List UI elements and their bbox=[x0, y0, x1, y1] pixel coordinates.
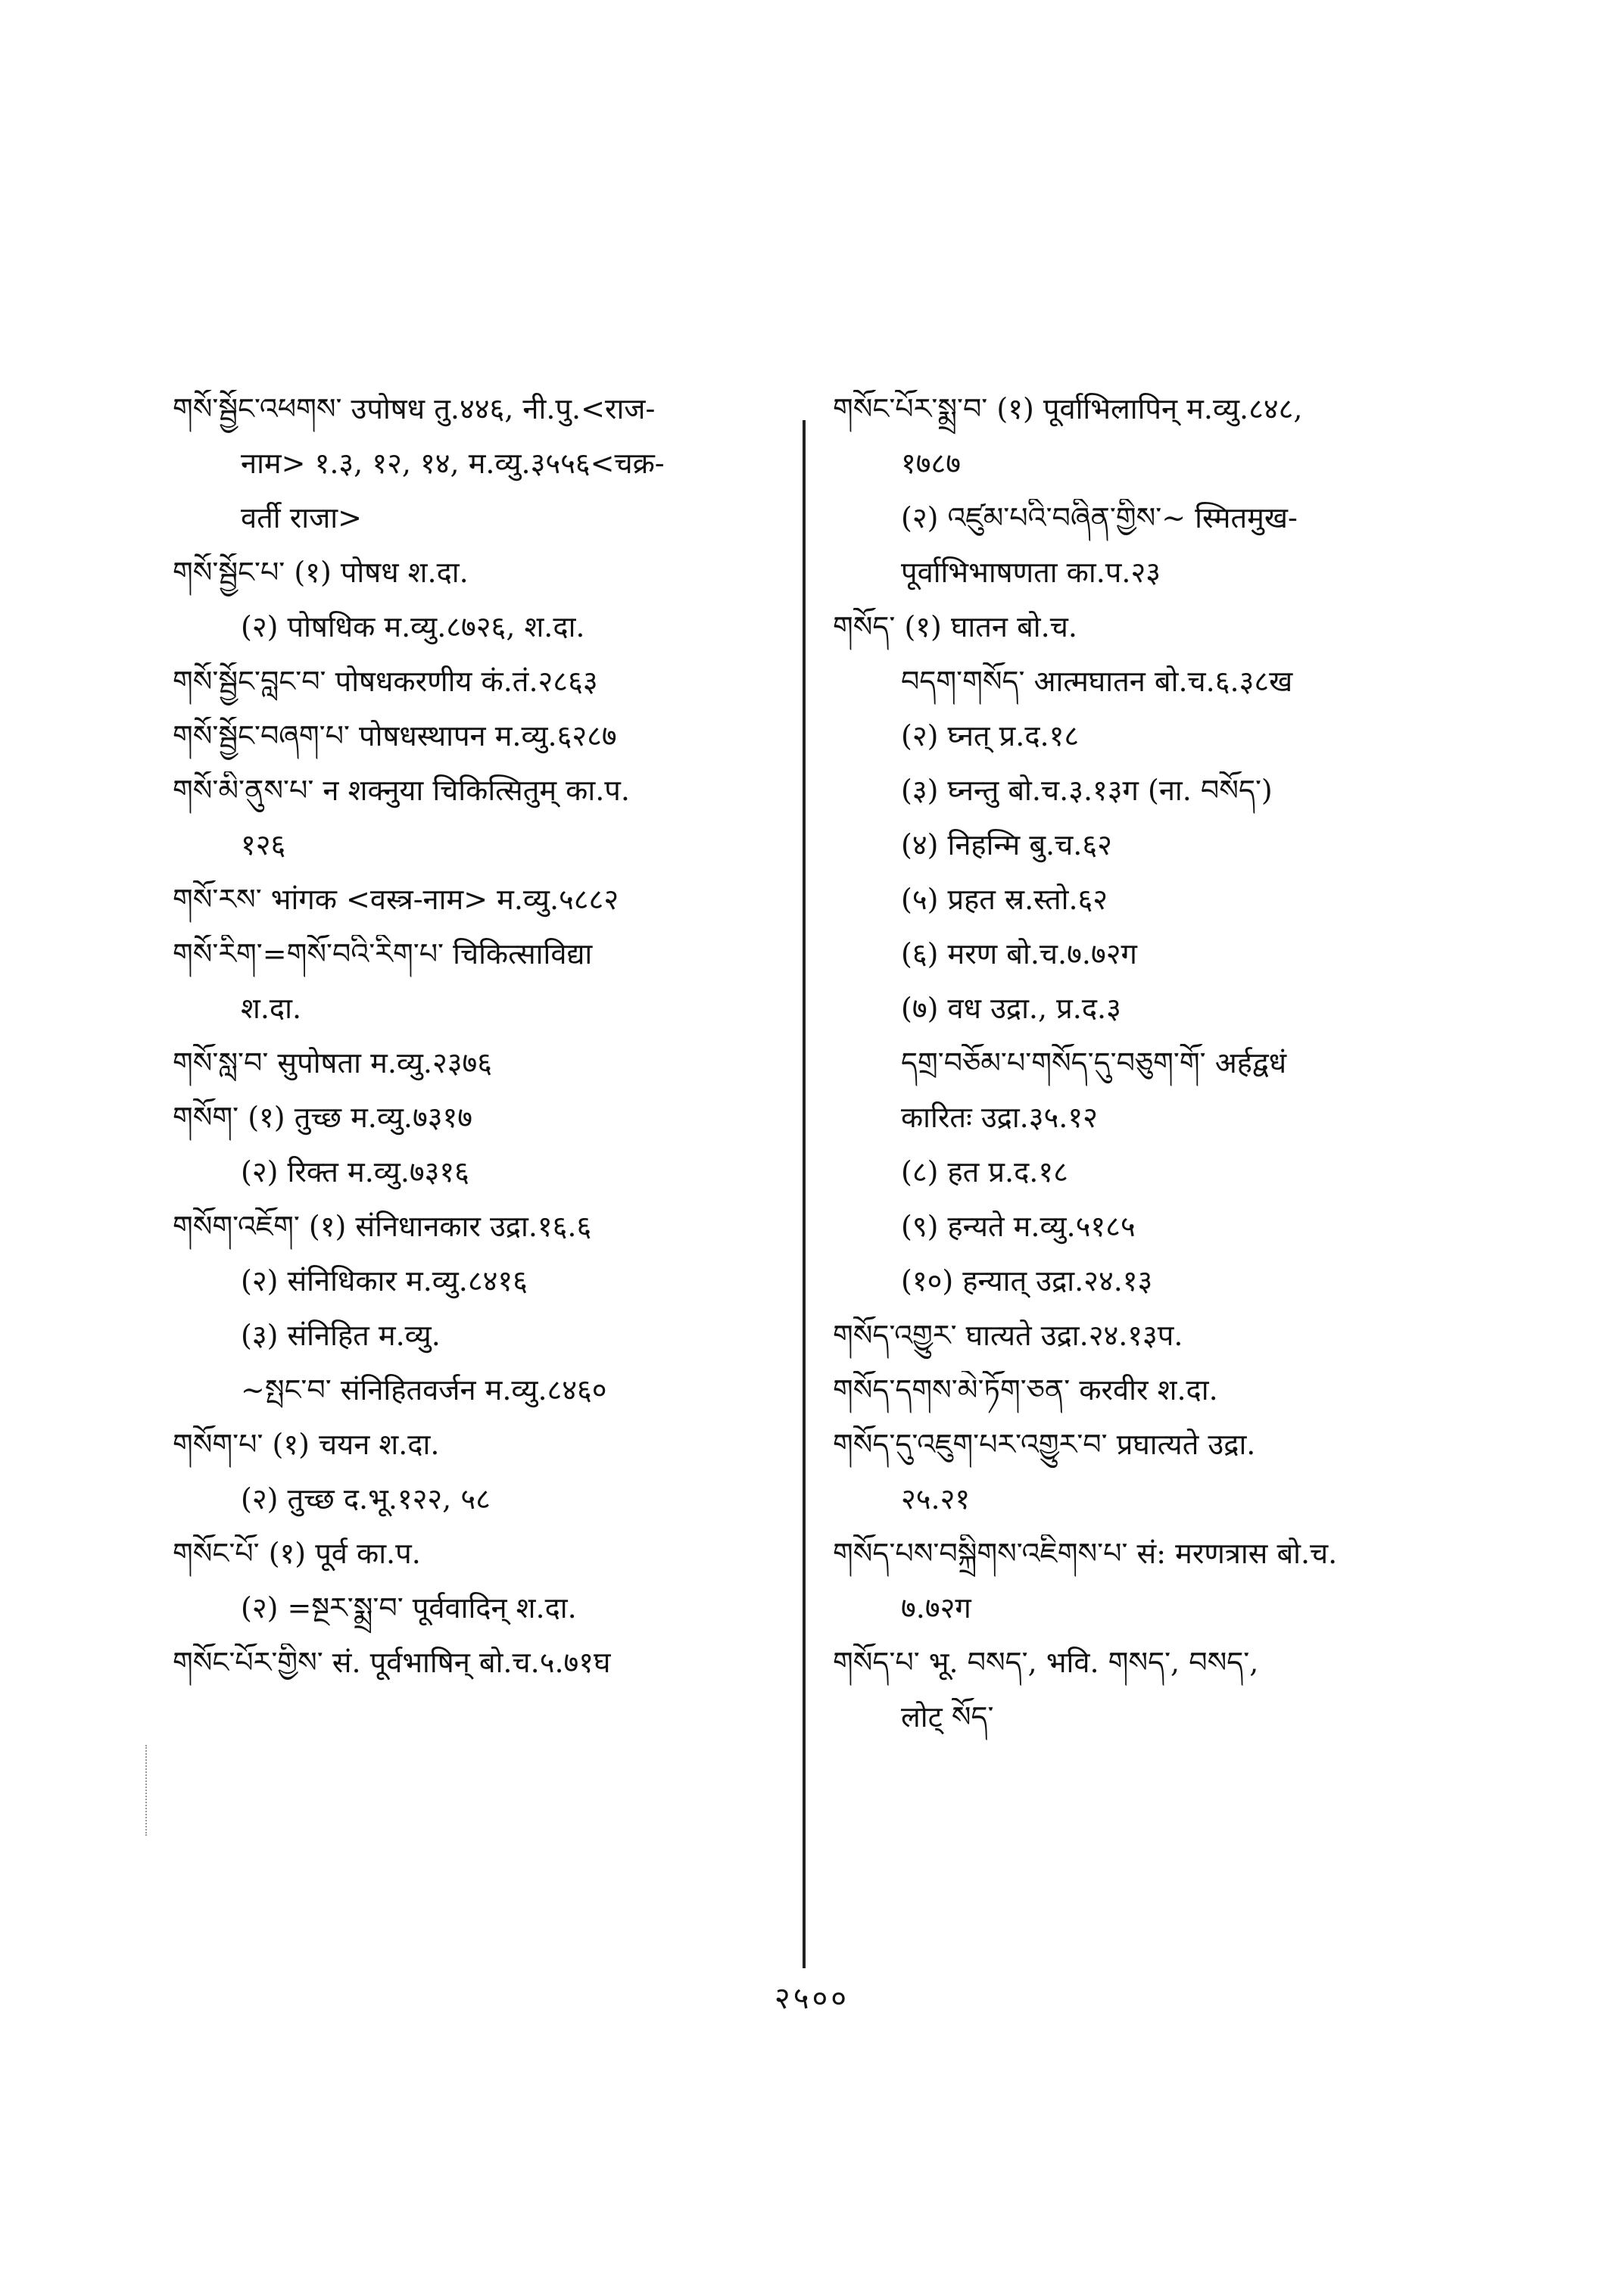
dictionary-subline: (३) घ्नन्तु बो.च.३.१३ग (ना. བསོད་) bbox=[901, 774, 1273, 807]
dictionary-entry: གསོ་སྦྱོང་བཞག་པ་ पोषधस्थापन म.व्यु.६२८७ bbox=[173, 719, 617, 752]
dictionary-entry: གསོ་སྦྱོང་པ་ (१) पोषध श.दा. bbox=[173, 556, 469, 589]
dictionary-subline: (९) हन्यते म.व्यु.५१८५ bbox=[901, 1210, 1136, 1243]
dictionary-subline: १७८७ bbox=[901, 447, 962, 480]
dictionary-entry: གསོང་པོར་གྱིས་ सं. पूर्वभाषिन् बो.च.५.७१घ bbox=[173, 1646, 611, 1679]
dictionary-subline: (२) तुच्छ द.भू.१२२, ५८ bbox=[241, 1482, 491, 1516]
dictionary-subline: (६) मरण बो.च.७.७२ग bbox=[901, 937, 1137, 970]
dictionary-entry: གསོག་ (१) तुच्छ म.व्यु.७३१७ bbox=[173, 1101, 473, 1134]
dictionary-subline: कारितः उद्रा.३५.१२ bbox=[901, 1101, 1098, 1134]
page-number: २५०० bbox=[774, 1981, 850, 2016]
dictionary-subline: वर्ती राजा> bbox=[241, 501, 362, 534]
dictionary-subline: (२) रिक्त म.व्यु.७३१६ bbox=[241, 1155, 469, 1189]
dictionary-subline: དགྲ་བཅོམ་པ་གསོད་དུ་བཅུག་གོ་ अर्हद्वधं bbox=[901, 1046, 1287, 1080]
dictionary-subline: १२६ bbox=[241, 828, 286, 861]
dictionary-subline: (१०) हन्यात् उद्रा.२४.१३ bbox=[901, 1264, 1153, 1298]
dictionary-subline: २५.२१ bbox=[901, 1482, 971, 1516]
dictionary-subline: (७) वध उद्रा., प्र.द.३ bbox=[901, 992, 1121, 1025]
dictionary-subline: (५) प्रहत स्र.स्तो.६२ bbox=[901, 883, 1108, 916]
dictionary-entry: གསོ་རས་ भांगक <वस्त्र-नाम> म.व्यु.५८८२ bbox=[173, 883, 619, 916]
dictionary-entry: གསོད་པ་ भू. བསད་, भवि. གསད་, བསད་, bbox=[833, 1646, 1259, 1679]
dictionary-entry: གསོང་པོ་ (१) पूर्व का.प. bbox=[173, 1537, 421, 1570]
dictionary-subline: पूर्वाभिभाषणता का.प.२३ bbox=[901, 556, 1161, 589]
dictionary-entry: གསོ་མི་ནུས་པ་ न शक्नुया चिकित्सितुम् का.प. bbox=[173, 774, 630, 807]
dictionary-subline: (२) संनिधिकार म.व्यु.८४१६ bbox=[241, 1264, 528, 1298]
dictionary-subline: (२) འཛུམ་པའི་བཞིན་གྱིས་~ स्मितमुख- bbox=[901, 501, 1298, 534]
dictionary-subline: लोट् སོད་ bbox=[901, 1700, 994, 1734]
dictionary-subline: (८) हत प्र.द.१८ bbox=[901, 1155, 1068, 1189]
dictionary-subline: (२) =སྔར་སྨྲ་བ་ पूर्ववादिन् श.दा. bbox=[241, 1591, 577, 1625]
dictionary-entry: གསོད་པས་བསྐྲིགས་འཇིགས་པ་ सं: मरणत्रास बो.च. bbox=[833, 1537, 1338, 1570]
dictionary-subline: ७.७२ग bbox=[901, 1591, 971, 1625]
left-column bbox=[173, 390, 787, 1698]
column-divider bbox=[803, 420, 806, 1968]
dictionary-entry: གསོད་དགས་མེ་ཏོག་ཅན་ करवीर श.दा. bbox=[833, 1373, 1218, 1407]
dictionary-subline: (२) घ्नत् प्र.द.१८ bbox=[901, 719, 1080, 752]
dictionary-subline: བདག་གསོད་ आत्मघातन बो.च.६.३८ख bbox=[901, 665, 1293, 698]
dictionary-entry: གསོང་པོར་སྨྲ་བ་ (१) पूर्वाभिलापिन् म.व्यु.८४८, bbox=[833, 392, 1303, 425]
dictionary-subline: (४) निहन्मि बु.च.६२ bbox=[901, 828, 1112, 861]
dictionary-entry: གསོག་པ་ (१) चयन श.दा. bbox=[173, 1428, 440, 1461]
dictionary-subline: ~སྤང་བ་ संनिहितवर्जन म.व्यु.८४६० bbox=[241, 1373, 607, 1407]
dictionary-entry: གསོ་རིག་=གསོ་བའི་རིག་པ་ चिकित्साविद्या bbox=[173, 937, 593, 970]
right-column bbox=[833, 390, 1454, 1752]
dictionary-entry: གསོ་སླ་བ་ सुपोषता म.व्यु.२३७६ bbox=[173, 1046, 493, 1080]
dictionary-entry: གསོད་ (१) घातन बो.च. bbox=[833, 610, 1077, 643]
dictionary-entry: གསོ་སྦྱོང་བླང་བ་ पोषधकरणीय कं.तं.२८६३ bbox=[173, 665, 598, 698]
dictionary-subline: श.दा. bbox=[241, 992, 302, 1025]
dictionary-entry: གསོད་དུ་འཇུག་པར་འགྱུར་བ་ प्रघात्यते उद्रा. bbox=[833, 1428, 1256, 1461]
dictionary-entry: གསོད་འགྱུར་ घात्यते उद्रा.२४.१३प. bbox=[833, 1319, 1183, 1352]
margin-scan-marks bbox=[145, 1745, 148, 1836]
dictionary-subline: (३) संनिहित म.व्यु. bbox=[241, 1319, 441, 1352]
dictionary-entry: གསོག་འཇོག་ (१) संनिधानकार उद्रा.१६.६ bbox=[173, 1210, 592, 1243]
dictionary-subline: (२) पोषधिक म.व्यु.८७२६, श.दा. bbox=[241, 610, 585, 643]
dictionary-entry: གསོ་སྦྱོང་འཕགས་ उपोषध तु.४४६, नी.पु.<राज- bbox=[173, 392, 656, 425]
dictionary-subline: नाम> १.३, १२, १४, म.व्यु.३५५६<चक्र- bbox=[241, 447, 665, 480]
